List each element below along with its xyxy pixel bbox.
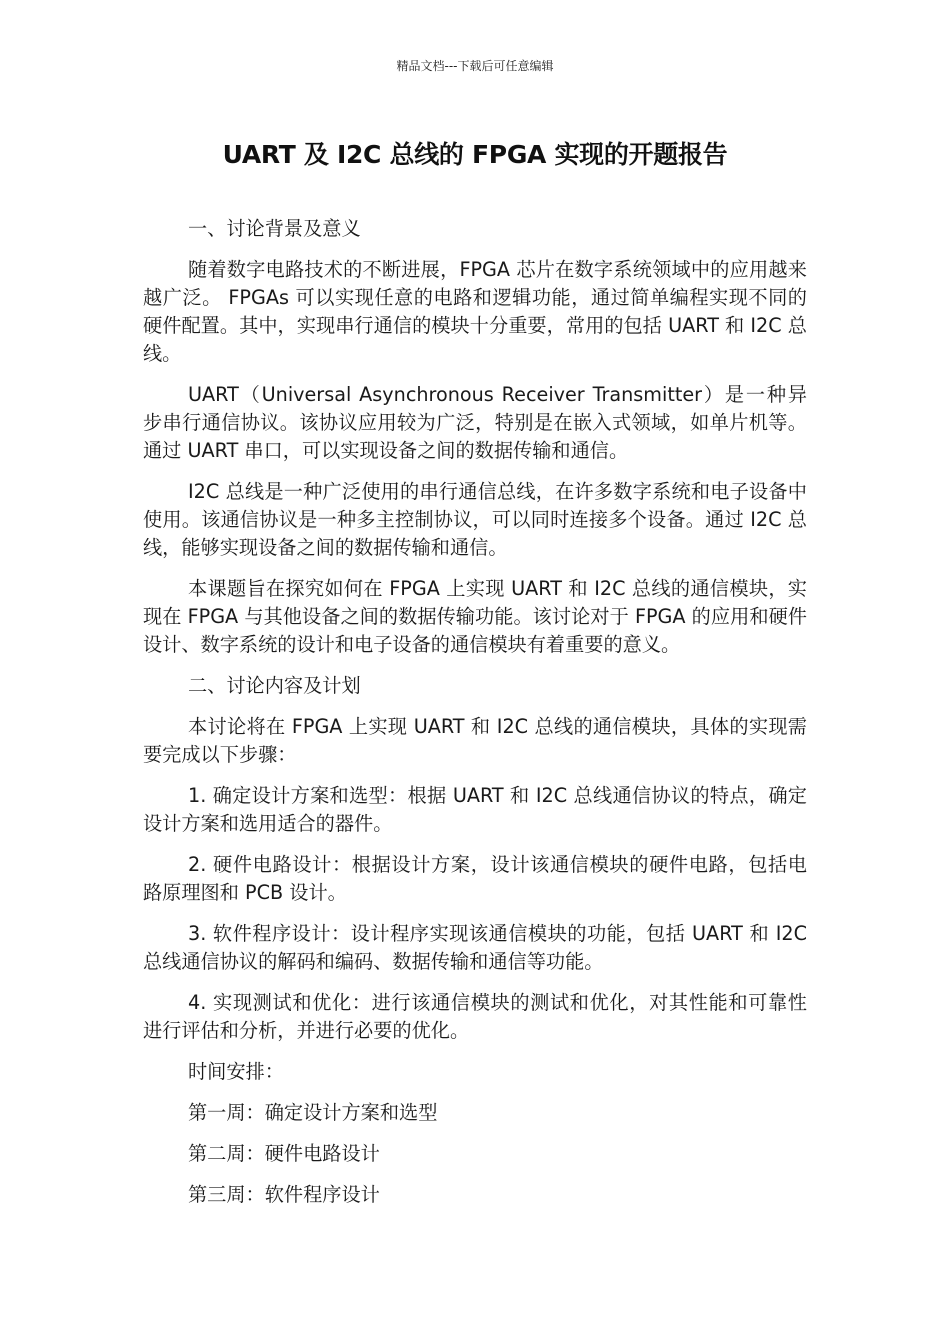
step-item: 3. 软件程序设计：设计程序实现该通信模块的功能，包括 UART 和 I2C 总线通信协议的解码和编码、数据传输和通信等功能。 (143, 922, 807, 973)
document-body (143, 215, 807, 1222)
paragraph-plan-intro: 本讨论将在 FPGA 上实现 UART 和 I2C 总线的通信模块，具体的实现需要完成以下步骤： (143, 715, 807, 766)
schedule-item: 第一周：确定设计方案和选型 (188, 1101, 438, 1124)
document-title: UART 及 I2C 总线的 FPGA 实现的开题报告 (222, 140, 728, 169)
section-heading-content-plan: 二、讨论内容及计划 (188, 674, 361, 697)
schedule-heading: 时间安排： (188, 1060, 284, 1083)
paragraph-fpga-intro: 随着数字电路技术的不断进展，FPGA 芯片在数字系统领域中的应用越来越广泛。 FPGAs 可以实现任意的电路和逻辑功能，通过简单编程实现不同的硬件配置。其中，实现串行通信的模块十分重要，常用的包括 UART 和 I2C 总线。 (143, 258, 807, 365)
schedule-item: 第二周：硬件电路设计 (188, 1142, 380, 1165)
step-item: 2. 硬件电路设计：根据设计方案，设计该通信模块的硬件电路，包括电路原理图和 PCB 设计。 (143, 853, 807, 904)
section-heading-background: 一、讨论背景及意义 (188, 217, 361, 240)
step-item: 4. 实现测试和优化：进行该通信模块的测试和优化，对其性能和可靠性进行评估和分析，并进行必要的优化。 (143, 991, 807, 1042)
page-header: 精品文档---下载后可任意编辑 (396, 59, 554, 73)
paragraph-uart: UART（Universal Asynchronous Receiver Transmitter）是一种异步串行通信协议。该协议应用较为广泛，特别是在嵌入式领域，如单片机等。通过 UART 串口，可以实现设备之间的数据传输和通信。 (143, 383, 807, 462)
schedule-item: 第三周：软件程序设计 (188, 1183, 380, 1206)
paragraph-purpose: 本课题旨在探究如何在 FPGA 上实现 UART 和 I2C 总线的通信模块，实现在 FPGA 与其他设备之间的数据传输功能。该讨论对于 FPGA 的应用和硬件设计、数字系统的设计和电子设备的通信模块有着重要的意义。 (143, 577, 807, 656)
paragraph-i2c: I2C 总线是一种广泛使用的串行通信总线，在许多数字系统和电子设备中使用。该通信协议是一种多主控制协议，可以同时连接多个设备。通过 I2C 总线，能够实现设备之间的数据传输和通信。 (143, 480, 807, 559)
step-item: 1. 确定设计方案和选型：根据 UART 和 I2C 总线通信协议的特点，确定设计方案和选用适合的器件。 (143, 784, 807, 835)
